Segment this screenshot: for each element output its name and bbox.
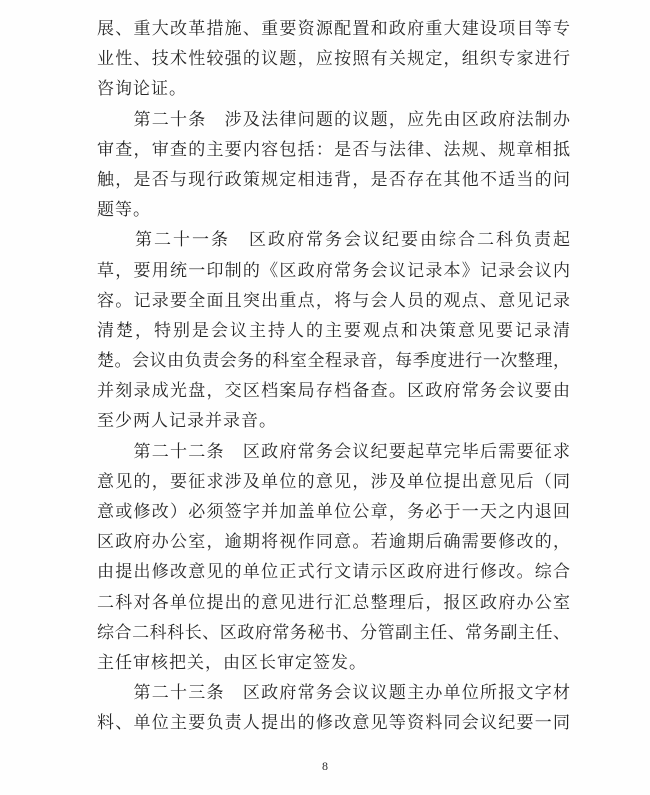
document-line: 至少两人记录并录音。 [97, 411, 277, 431]
document-line: 展、重大改革措施、重要资源配置和政府重大建设项目等专 [97, 19, 570, 38]
document-line: 第二十三条 区政府常务会议议题主办单位所报文字材 [97, 683, 570, 703]
document-line: 楚。会议由负责会务的科室全程录音，每季度进行一次整理， [97, 351, 570, 371]
document-line: 第二十条 涉及法律问题的议题，应先由区政府法制办 [97, 109, 570, 129]
document-line: 主任审核把关，由区长审定签发。 [97, 652, 367, 672]
page-footer [0, 757, 650, 775]
document-body [97, 14, 570, 739]
document-line: 由提出修改意见的单位正式行文请示区政府进行修改。综合 [97, 562, 570, 582]
document-line: 审查，审查的主要内容包括：是否与法律、法规、规章相抵 [97, 139, 570, 159]
page-number: 8 [322, 759, 328, 773]
document-line: 题等。 [97, 200, 151, 220]
document-line: 咨询论证。 [97, 79, 187, 99]
document-line: 草，要用统一印制的《区政府常务会议记录本》记录会议内 [97, 260, 570, 280]
document-line: 意见的，要征求涉及单位的意见，涉及单位提出意见后（同 [97, 471, 570, 491]
document-line: 并刻录成光盘，交区档案局存档备查。区政府常务会议要由 [97, 381, 570, 401]
document-line: 二科对各单位提出的意见进行汇总整理后，报区政府办公室 [97, 592, 570, 612]
document-line: 意或修改）必须签字并加盖单位公章，务必于一天之内退回 [97, 502, 570, 521]
document-line: 区政府办公室，逾期将视作同意。若逾期后确需要修改的， [97, 532, 570, 552]
document-line: 第二十二条 区政府常务会议纪要起草完毕后需要征求 [97, 441, 570, 461]
document-line: 综合二科科长、区政府常务秘书、分管副主任、常务副主任、 [97, 622, 570, 642]
document-line: 第二十一条 区政府常务会议纪要由综合二科负责起 [97, 230, 570, 250]
document-line: 料、单位主要负责人提出的修改意见等资料同会议纪要一同 [97, 713, 570, 733]
document-line: 业性、技术性较强的议题，应按照有关规定，组织专家进行 [97, 49, 570, 69]
document-line: 触，是否与现行政策规定相违背，是否存在其他不适当的问 [97, 169, 570, 189]
document-line: 容。记录要全面且突出重点，将与会人员的观点、意见记录 [97, 290, 570, 310]
document-line: 清楚，特别是会议主持人的主要观点和决策意见要记录清 [97, 320, 570, 340]
